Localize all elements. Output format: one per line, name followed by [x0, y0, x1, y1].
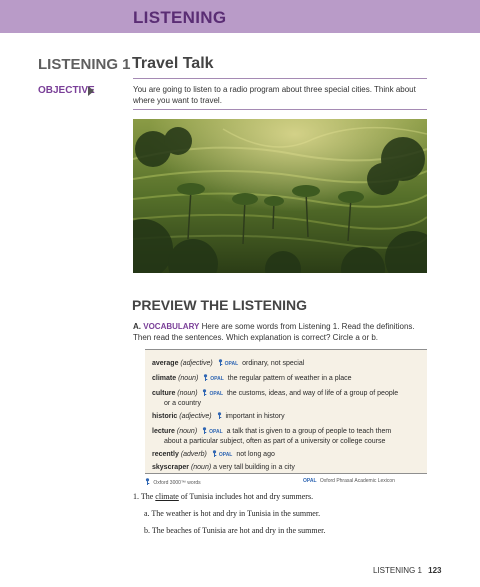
oxford-key-icon: [203, 374, 208, 381]
vocab-word: skyscraper: [152, 464, 189, 471]
oxford-key-icon: [145, 478, 150, 485]
vocab-definition: the customs, ideas, and way of life of a group of people: [226, 390, 399, 397]
vocab-entry: [152, 463, 295, 472]
oxford-footnote: [145, 478, 201, 486]
vocab-entry: [152, 374, 352, 384]
option-text: The beaches of Tunisia are hot and dry in the summer.: [151, 526, 326, 535]
opal-tag: OPAL: [210, 376, 224, 382]
oxford-key-icon: [217, 412, 222, 419]
opal-footnote: [303, 478, 395, 484]
vocab-definition: ordinary, not special: [242, 360, 305, 367]
oxford-key-icon: [202, 427, 207, 434]
title-rule: [133, 78, 427, 79]
vocab-pos: (noun): [190, 464, 212, 471]
vocab-pos: (noun): [176, 428, 198, 435]
page-number: 123: [428, 566, 442, 575]
vocab-entry: [152, 389, 398, 399]
vocab-definition: important in history: [225, 413, 285, 420]
oxford-footnote-text: Oxford 3000™ words: [153, 480, 201, 486]
vocab-entry: [152, 427, 391, 437]
objective-label: OBJECTIVE: [38, 85, 95, 96]
opal-tag: OPAL: [209, 429, 223, 435]
instruction-text: Here are some words from Listening 1. Read the definitions. Then read the sentences. Which explanation is correct? Circle a or b.: [133, 322, 415, 342]
vocab-word: recently: [152, 451, 179, 458]
vocab-word: culture: [152, 390, 176, 397]
opal-footnote-text: Oxford Phrasal Academic Lexicon: [319, 478, 395, 484]
chapter-banner: [0, 0, 480, 33]
vocab-entry: [152, 359, 304, 369]
footer-section-label: LISTENING 1: [373, 566, 422, 575]
vocabulary-box: [145, 349, 427, 473]
question-text-before: The: [140, 492, 154, 501]
answer-option-b[interactable]: [144, 526, 325, 535]
vocab-pos: (adjective): [179, 413, 212, 420]
option-letter: a.: [144, 509, 150, 518]
preview-heading: PREVIEW THE LISTENING: [132, 297, 308, 313]
vocab-pos: (noun): [178, 375, 199, 382]
vocab-pos: (adjective): [180, 360, 213, 367]
question-1: [133, 492, 313, 501]
opal-tag: OPAL: [218, 452, 233, 458]
vocab-word: lecture: [152, 428, 175, 435]
vocab-definition: a talk that is given to a group of people to teach them: [226, 428, 392, 435]
question-text-after: of Tunisia includes hot and dry summers.: [180, 492, 314, 501]
vocab-entry: [152, 412, 285, 421]
vocab-definition: not long ago: [236, 451, 275, 458]
answer-option-a[interactable]: [144, 509, 320, 518]
vocab-definition: the regular pattern of weather in a place: [227, 375, 352, 382]
vocab-pos: (adverb): [180, 451, 207, 458]
opal-tag: OPAL: [209, 391, 224, 397]
question-target-word: climate: [155, 492, 179, 501]
vocab-word: climate: [152, 375, 177, 382]
objective-rule: [133, 109, 427, 110]
chapter-title: LISTENING: [133, 8, 227, 27]
oxford-key-icon: [202, 389, 207, 396]
vocab-entry: [152, 450, 275, 460]
vocab-pos: (noun): [177, 390, 198, 397]
vocab-definition-continued: about a particular subject, often as part of a university or college course: [164, 438, 386, 445]
vocab-word: average: [152, 360, 179, 367]
section-title: Travel Talk: [132, 55, 214, 72]
vocab-definition: a very tall building in a city: [213, 464, 295, 471]
vocabulary-instructions: [133, 321, 433, 343]
section-label: LISTENING 1: [38, 56, 131, 73]
oxford-key-icon: [212, 450, 217, 457]
opal-tag: OPAL: [303, 478, 317, 484]
option-letter: b.: [144, 526, 150, 535]
opal-tag: OPAL: [224, 361, 239, 367]
rice-terrace-photo: [133, 119, 427, 273]
objective-arrow-icon: [88, 86, 94, 96]
vocab-word: historic: [152, 413, 178, 420]
activity-letter: A.: [133, 322, 141, 331]
option-text: The weather is hot and dry in Tunisia in the summer.: [151, 509, 321, 518]
objective-text: You are going to listen to a radio program about three special cities. Think about where you want to travel.: [133, 85, 416, 105]
vocab-box-bottom-rule: [145, 473, 427, 474]
oxford-key-icon: [218, 359, 223, 366]
page-footer: [373, 566, 442, 575]
question-number: 1.: [133, 492, 139, 501]
vocab-definition-continued: or a country: [164, 400, 201, 407]
vocabulary-keyword: VOCABULARY: [143, 322, 200, 331]
